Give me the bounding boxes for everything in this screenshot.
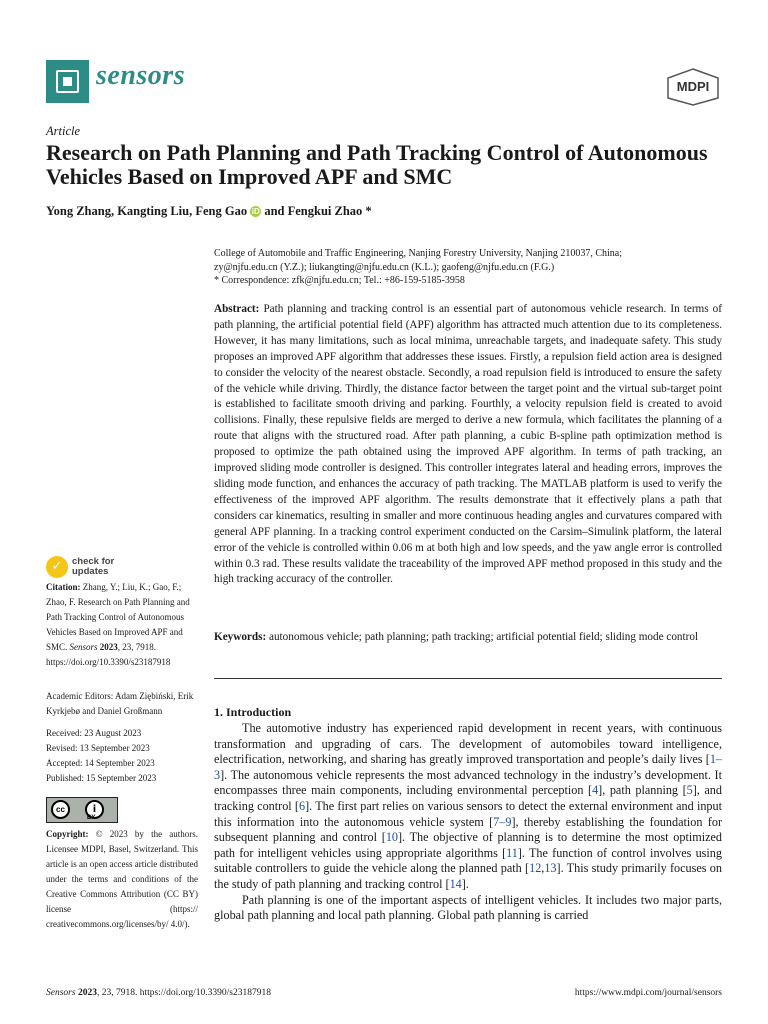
- date-revised: Revised: 13 September 2023: [46, 743, 150, 753]
- checkmark-icon: ✓: [46, 556, 68, 578]
- reference-link[interactable]: 13: [544, 861, 557, 876]
- article-type: Article: [46, 124, 81, 138]
- copyright-label: Copyright:: [46, 829, 89, 839]
- author-list: [46, 204, 372, 219]
- footer-doi[interactable]: , 23, 7918. https://doi.org/10.3390/s23187918: [96, 988, 271, 998]
- citation-year: 2023: [99, 642, 118, 652]
- keywords-label: Keywords:: [214, 631, 267, 643]
- footer-citation: [46, 988, 271, 998]
- introduction-body: [214, 721, 722, 924]
- check-line-1: check for: [72, 556, 115, 567]
- affiliation-emails: zy@njfu.edu.cn (Y.Z.); liukangting@njfu.edu.cn (K.L.); gaofeng@njfu.edu.cn (F.G.): [214, 261, 555, 273]
- citation-text: Zhang, Y.; Liu, K.; Gao, F.; Zhao, F. Research on Path Planning and Path Tracking Control of Autonomous Vehicles Based on Improved APF and SMC.: [46, 582, 190, 652]
- date-accepted: Accepted: 14 September 2023: [46, 758, 155, 768]
- person-icon: i: [85, 800, 104, 819]
- keywords: [214, 630, 722, 646]
- dates-block: [46, 726, 198, 786]
- abstract-label: Abstract:: [214, 303, 260, 315]
- section-heading: 1. Introduction: [214, 705, 292, 719]
- mdpi-logo: [666, 68, 720, 106]
- authors-text: Yong Zhang, Kangting Liu, Feng Gao: [46, 204, 248, 218]
- footer-journal-url[interactable]: https://www.mdpi.com/journal/sensors: [574, 988, 722, 998]
- affiliations: [214, 247, 724, 288]
- check-for-updates-text: [72, 557, 114, 577]
- check-for-updates-badge[interactable]: [46, 556, 166, 580]
- reference-link[interactable]: 14: [449, 876, 462, 891]
- article-title: Research on Path Planning and Path Tracking Control of Autonomous Vehicles Based on Improved APF and SMC: [46, 140, 708, 189]
- mdpi-logo-text: MDPI: [676, 79, 710, 94]
- paragraph: The automotive industry has experienced rapid development in recent years, with continuous transformation and upgrading of cars. The development of automobiles toward intelligence, electrification, networking, and sharing has greatly improved transportation and people’s daily lives [1–3]. The autonomous vehicle represents the most advanced technology in the industry’s development. It encompasses three main components, including environmental perception [4], path planning [5], and tracking control [6]. The first part relies on various sensors to detect the external environment and input this information into the autonomous vehicle system [7–9], thereby establishing the foundation for subsequent planning and control [10]. The objective of planning is to determine the most optimized path for intelligent vehicles using appropriate algorithms [11]. The function of control involves using suitable controllers to guide the vehicle along the planned path [12,13]. This study primarily focuses on the study of path planning and tracking control [14].: [214, 721, 723, 891]
- affiliation-line: College of Automobile and Traffic Engineering, Nanjing Forestry University, Nanjing 210037, China;: [214, 248, 623, 259]
- journal-logo: [46, 60, 89, 103]
- keywords-text: autonomous vehicle; path planning; path tracking; artificial potential field; sliding mode control: [269, 631, 699, 643]
- footer-journal: Sensors: [46, 988, 76, 998]
- academic-editors: Academic Editors: Adam Ziębiński, Erik Kyrkjebø and Daniel Großmann: [46, 691, 194, 716]
- footer-year: 2023: [77, 988, 97, 998]
- citation-doi[interactable]: , 23, 7918. https://doi.org/10.3390/s23187918: [46, 642, 171, 667]
- check-line-2: updates: [72, 566, 109, 577]
- divider: [214, 678, 722, 679]
- orcid-icon[interactable]: iD: [251, 207, 260, 216]
- cc-by-label: BY: [87, 815, 96, 821]
- citation-block: [46, 580, 198, 670]
- copyright-block: [46, 827, 198, 932]
- copyright-text: © 2023 by the authors. Licensee MDPI, Basel, Switzerland. This article is an open access article distributed under the terms and conditions of the Creative Commons Attribution (CC BY) license (https:// creativecommons.org/licenses/by/ 4.0/).: [46, 829, 199, 929]
- chip-icon: [56, 70, 79, 93]
- reference-link[interactable]: 1–3: [214, 752, 722, 782]
- reference-link[interactable]: 12: [529, 861, 542, 876]
- reference-link[interactable]: 11: [506, 845, 518, 860]
- journal-name: sensors: [96, 60, 186, 91]
- correspondence: * Correspondence: zfk@njfu.edu.cn; Tel.: +86-159-5185-3958: [214, 275, 465, 286]
- authors-last: and Fengkui Zhao *: [264, 204, 372, 218]
- reference-link[interactable]: 4: [592, 783, 599, 798]
- citation-journal: Sensors: [69, 642, 98, 652]
- citation-label: Citation:: [46, 582, 81, 592]
- reference-link[interactable]: 5: [686, 783, 693, 798]
- date-received: Received: 23 August 2023: [46, 728, 142, 738]
- paragraph: Path planning is one of the important aspects of intelligent vehicles. It includes two major parts, global path planning and local path planning. Global path planning is carried: [214, 892, 722, 923]
- reference-link[interactable]: 10: [385, 830, 398, 845]
- chip-core-icon: [63, 77, 72, 86]
- cc-icon: cc: [51, 800, 70, 819]
- abstract-text: Path planning and tracking control is an essential part of autonomous vehicle research. In terms of path planning, the artificial potential field (APF) algorithm has attracted much attention due to its completeness. However, it has many limitations, such as local minima, unreachable targets, and inadequate safety. This study proposes an improved APF algorithm that addresses these issues. Firstly, a repulsion field action area is designed to consider the velocity of the nearest obstacle. Secondly, a road repulsion field is introduced to ensure the safety of the vehicle while driving. Thirdly, the distance factor between the target point and the virtual sub-target point is established to facilitate smooth driving and parking. Fourthly, a velocity repulsion field is created to avoid collisions. Finally, these repulsive fields are merged to derive a new formula, which facilitates the planning of a route that aligns with the structured road. After path planning, a cubic B-spline path optimization method is proposed to optimize the path obtained using the improved APF algorithm. In terms of path tracking, an improved sliding mode controller is designed. This controller integrates lateral and heading errors, improves the sliding mode function, and enhances the accuracy of path tracking. The MATLAB platform is used to verify the effectiveness of the improved APF algorithm. The results demonstrate that it effectively plans a path that considers car kinematics, resulting in smaller and more continuous heading angles and curvatures compared with general APF planning. In a tracking control experiment conducted on the Carsim–Simulink platform, the lateral error of the vehicle is controlled within 0.06 m at both high and low speeds, and the yaw angle error is controlled within 0.3 rad. These results validate the traceability of the improved APF method proposed in this study and the high tracking accuracy of the controller.: [214, 303, 723, 586]
- reference-link[interactable]: 7–9: [493, 814, 512, 829]
- cc-by-license-badge[interactable]: [46, 797, 118, 823]
- reference-link[interactable]: 6: [298, 798, 306, 813]
- date-published: Published: 15 September 2023: [46, 773, 157, 783]
- abstract: [214, 302, 722, 588]
